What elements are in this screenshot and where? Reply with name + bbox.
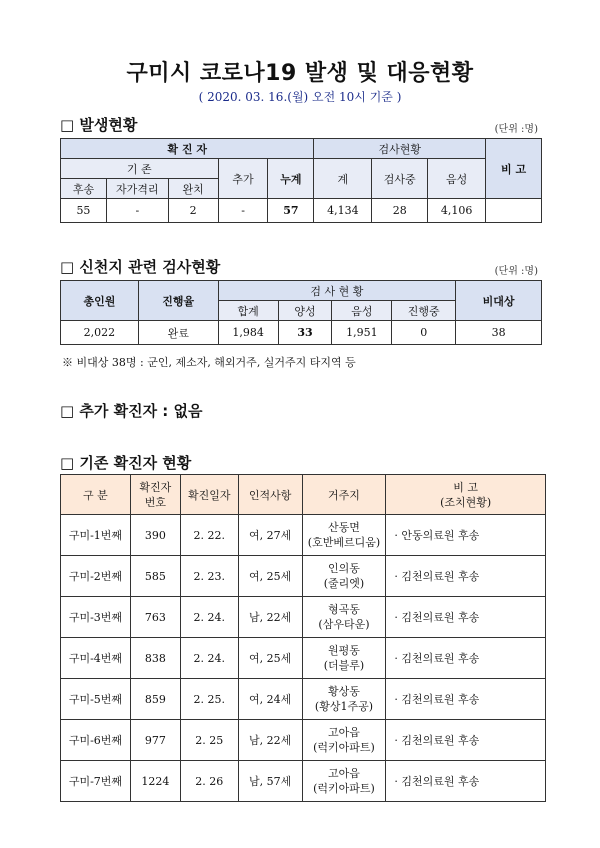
header-residence: 거주지	[302, 475, 386, 515]
case-person: 여, 24세	[238, 679, 302, 720]
case-person: 남, 22세	[238, 720, 302, 761]
header-progress: 진행율	[138, 281, 218, 321]
residence-area: 원평동	[328, 644, 360, 657]
header-personal: 인적사항	[238, 475, 302, 515]
case-number: 859	[130, 679, 180, 720]
header-recovered: 완치	[168, 179, 218, 199]
cases-body	[61, 515, 546, 802]
case-residence	[302, 761, 386, 802]
case-person: 여, 25세	[238, 556, 302, 597]
value-self-isolation: -	[106, 199, 168, 223]
header-note	[386, 475, 546, 515]
case-note: · 김천의료원 후송	[386, 638, 546, 679]
table-row	[61, 679, 546, 720]
value-testing: 28	[372, 199, 428, 223]
residence-detail: (삼우타운)	[318, 618, 370, 631]
header-total-people: 총인원	[61, 281, 139, 321]
residence-detail: (호반베르디움)	[307, 536, 381, 549]
case-number: 585	[130, 556, 180, 597]
case-date: 2. 23.	[180, 556, 238, 597]
residence-area: 인의동	[328, 562, 360, 575]
case-id: 구미-1번째	[61, 515, 131, 556]
case-person: 여, 25세	[238, 638, 302, 679]
existing-cases-table	[60, 474, 546, 802]
outbreak-status-table	[60, 138, 542, 223]
header-date: 확진일자	[180, 475, 238, 515]
header-excluded: 비대상	[456, 281, 542, 321]
header-case-no	[130, 475, 180, 515]
header-sum: 합계	[218, 301, 278, 321]
page-title: 구미시 코로나19 발생 및 대응현황	[126, 61, 474, 86]
header-note-line1: 비 고	[453, 480, 479, 494]
case-id: 구미-6번째	[61, 720, 131, 761]
case-number: 763	[130, 597, 180, 638]
case-number: 838	[130, 638, 180, 679]
header-total: 계	[314, 159, 372, 199]
case-person: 남, 57세	[238, 761, 302, 802]
section4-heading: □ 기존 확진자 현황	[60, 454, 192, 472]
table-row	[61, 515, 546, 556]
case-id: 구미-2번째	[61, 556, 131, 597]
case-date: 2. 24.	[180, 597, 238, 638]
header-inspection: 검 사 현 황	[218, 281, 456, 301]
header-negative: 음성	[332, 301, 392, 321]
header-tests: 검사현황	[314, 139, 486, 159]
case-date: 2. 26	[180, 761, 238, 802]
header-note: 비 고	[486, 139, 542, 199]
case-date: 2. 24.	[180, 638, 238, 679]
header-confirmed: 확 진 자	[61, 139, 314, 159]
residence-detail: (럭키아파트)	[313, 782, 375, 795]
residence-detail: (더블루)	[323, 659, 365, 672]
value-negative: 1,951	[332, 321, 392, 345]
table-row	[61, 720, 546, 761]
case-residence	[302, 679, 386, 720]
table-row	[61, 638, 546, 679]
section2-heading: □ 신천지 관련 검사현황	[60, 258, 221, 276]
value-excluded: 38	[456, 321, 542, 345]
case-residence	[302, 515, 386, 556]
header-testing: 검사중	[372, 159, 428, 199]
case-person: 남, 22세	[238, 597, 302, 638]
case-date: 2. 25.	[180, 679, 238, 720]
value-sum: 1,984	[218, 321, 278, 345]
table-row	[61, 597, 546, 638]
residence-area: 고아읍	[328, 726, 360, 739]
case-id: 구미-5번째	[61, 679, 131, 720]
header-negative: 음성	[428, 159, 486, 199]
value-in-progress: 0	[392, 321, 456, 345]
case-id: 구미-4번째	[61, 638, 131, 679]
case-id: 구미-7번째	[61, 761, 131, 802]
header-case-no-line1: 확진자	[139, 480, 172, 494]
section3-heading: □ 추가 확진자 : 없음	[60, 402, 203, 420]
case-note: · 김천의료원 후송	[386, 720, 546, 761]
header-positive: 양성	[278, 301, 332, 321]
section1-heading: □ 발생현황	[60, 116, 138, 134]
case-residence	[302, 597, 386, 638]
case-residence	[302, 720, 386, 761]
residence-detail: (럭키아파트)	[313, 741, 375, 754]
header-case-no-line2: 번호	[144, 495, 166, 509]
header-category: 구 분	[61, 475, 131, 515]
excluded-footnote: ※ 비대상 38명 : 군인, 제소자, 해외거주, 실거주지 타지역 등	[62, 356, 356, 369]
case-number: 977	[130, 720, 180, 761]
residence-area: 산동면	[328, 521, 360, 534]
residence-detail: (줄리엣)	[323, 577, 365, 590]
case-date: 2. 25	[180, 720, 238, 761]
case-note: · 김천의료원 후송	[386, 761, 546, 802]
header-existing: 기 존	[61, 159, 219, 179]
case-note: · 김천의료원 후송	[386, 597, 546, 638]
case-id: 구미-3번째	[61, 597, 131, 638]
value-recovered: 2	[168, 199, 218, 223]
residence-area: 황상동	[328, 685, 360, 698]
case-person: 여, 27세	[238, 515, 302, 556]
shincheonji-test-table	[60, 280, 542, 345]
table-row	[61, 556, 546, 597]
header-self-isolation: 자가격리	[106, 179, 168, 199]
header-in-progress: 진행중	[392, 301, 456, 321]
case-number: 1224	[130, 761, 180, 802]
value-note	[486, 199, 542, 223]
header-cumulative: 누계	[268, 159, 314, 199]
header-added: 추가	[218, 159, 268, 199]
case-number: 390	[130, 515, 180, 556]
case-residence	[302, 556, 386, 597]
value-total: 4,134	[314, 199, 372, 223]
table-row	[61, 761, 546, 802]
value-positive: 33	[278, 321, 332, 345]
value-cumulative: 57	[268, 199, 314, 223]
value-progress: 완료	[138, 321, 218, 345]
section2-unit: (단위 :명)	[494, 266, 538, 277]
case-note: · 김천의료원 후송	[386, 679, 546, 720]
value-total-people: 2,022	[61, 321, 139, 345]
case-note: · 김천의료원 후송	[386, 556, 546, 597]
residence-detail: (황상1주공)	[314, 700, 373, 713]
header-note-line2: (조치현황)	[440, 495, 492, 509]
residence-area: 형곡동	[328, 603, 360, 616]
section1-unit: (단위 :명)	[494, 124, 538, 135]
header-transferred: 후송	[61, 179, 107, 199]
case-date: 2. 22.	[180, 515, 238, 556]
value-transferred: 55	[61, 199, 107, 223]
value-negative: 4,106	[428, 199, 486, 223]
residence-area: 고아읍	[328, 767, 360, 780]
case-residence	[302, 638, 386, 679]
value-added: -	[218, 199, 268, 223]
page-subtitle: ( 2020. 03. 16.(월) 오전 10시 기준 )	[198, 90, 402, 104]
case-note: · 안동의료원 후송	[386, 515, 546, 556]
